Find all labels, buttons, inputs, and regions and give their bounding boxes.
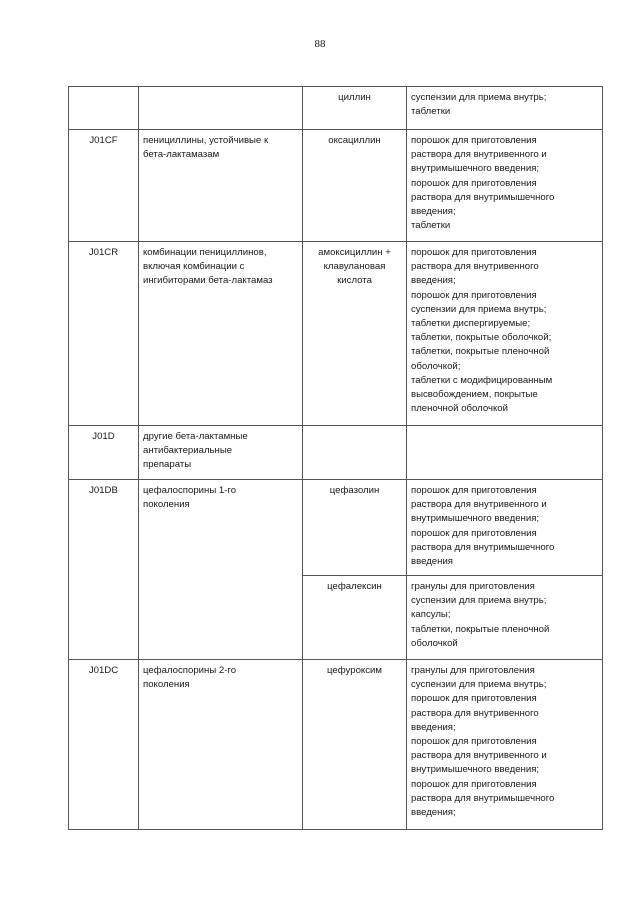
atc-group-cell: комбинации пенициллинов, включая комбинации с ингибиторами бета-лактамаз [139, 242, 303, 426]
dosage-forms-cell: суспензии для приема внутрь; таблетки [407, 87, 603, 130]
atc-group-cell: цефалоспорины 2-го поколения [139, 660, 303, 830]
drug-name-cell: цефуроксим [303, 660, 407, 830]
drug-name-cell [303, 426, 407, 480]
dosage-forms-cell: порошок для приготовления раствора для внутривенного и внутримышечного введения; порошок для приготовления раствора для внутримышечного введения; таблетки [407, 130, 603, 242]
table-row [69, 242, 603, 426]
table-row [69, 480, 603, 576]
atc-group-cell: другие бета-лактамные антибактериальные препараты [139, 426, 303, 480]
drug-table [68, 86, 603, 830]
drug-name-cell: циллин [303, 87, 407, 130]
dosage-forms-cell: гранулы для приготовления суспензии для приема внутрь; порошок для приготовления раствора для внутривенного введения; порошок для приготовления раствора для внутривенного и внутримышечного введения; порошок для приготовления раствора для внутримышечного введения; [407, 660, 603, 830]
table-row [69, 130, 603, 242]
atc-code-cell: J01DB [69, 480, 139, 660]
atc-code-cell: J01CR [69, 242, 139, 426]
dosage-forms-cell: порошок для приготовления раствора для внутривенного введения; порошок для приготовления суспензии для приема внутрь; таблетки диспергируемые; таблетки, покрытые оболочкой; таблетки, покрытые пленочной оболочкой; таблетки с модифицированным высвобождением, покрытые пленочной оболочкой [407, 242, 603, 426]
table-row [69, 87, 603, 130]
table-row [69, 426, 603, 480]
atc-code-cell: J01DC [69, 660, 139, 830]
drug-name-cell: оксациллин [303, 130, 407, 242]
atc-code-cell [69, 87, 139, 130]
atc-group-cell: пенициллины, устойчивые к бета-лактамазам [139, 130, 303, 242]
drug-name-cell: цефазолин [303, 480, 407, 576]
atc-group-cell [139, 87, 303, 130]
atc-group-cell: цефалоспорины 1-го поколения [139, 480, 303, 660]
atc-code-cell: J01CF [69, 130, 139, 242]
dosage-forms-cell: гранулы для приготовления суспензии для приема внутрь; капсулы; таблетки, покрытые пленочной оболочкой [407, 576, 603, 660]
atc-code-cell: J01D [69, 426, 139, 480]
dosage-forms-cell [407, 426, 603, 480]
table-row [69, 660, 603, 830]
drug-name-cell: амоксициллин + клавулановая кислота [303, 242, 407, 426]
drug-name-cell: цефалексин [303, 576, 407, 660]
dosage-forms-cell: порошок для приготовления раствора для внутривенного и внутримышечного введения; порошок для приготовления раствора для внутримышечного введения [407, 480, 603, 576]
page-number: 88 [314, 38, 326, 50]
